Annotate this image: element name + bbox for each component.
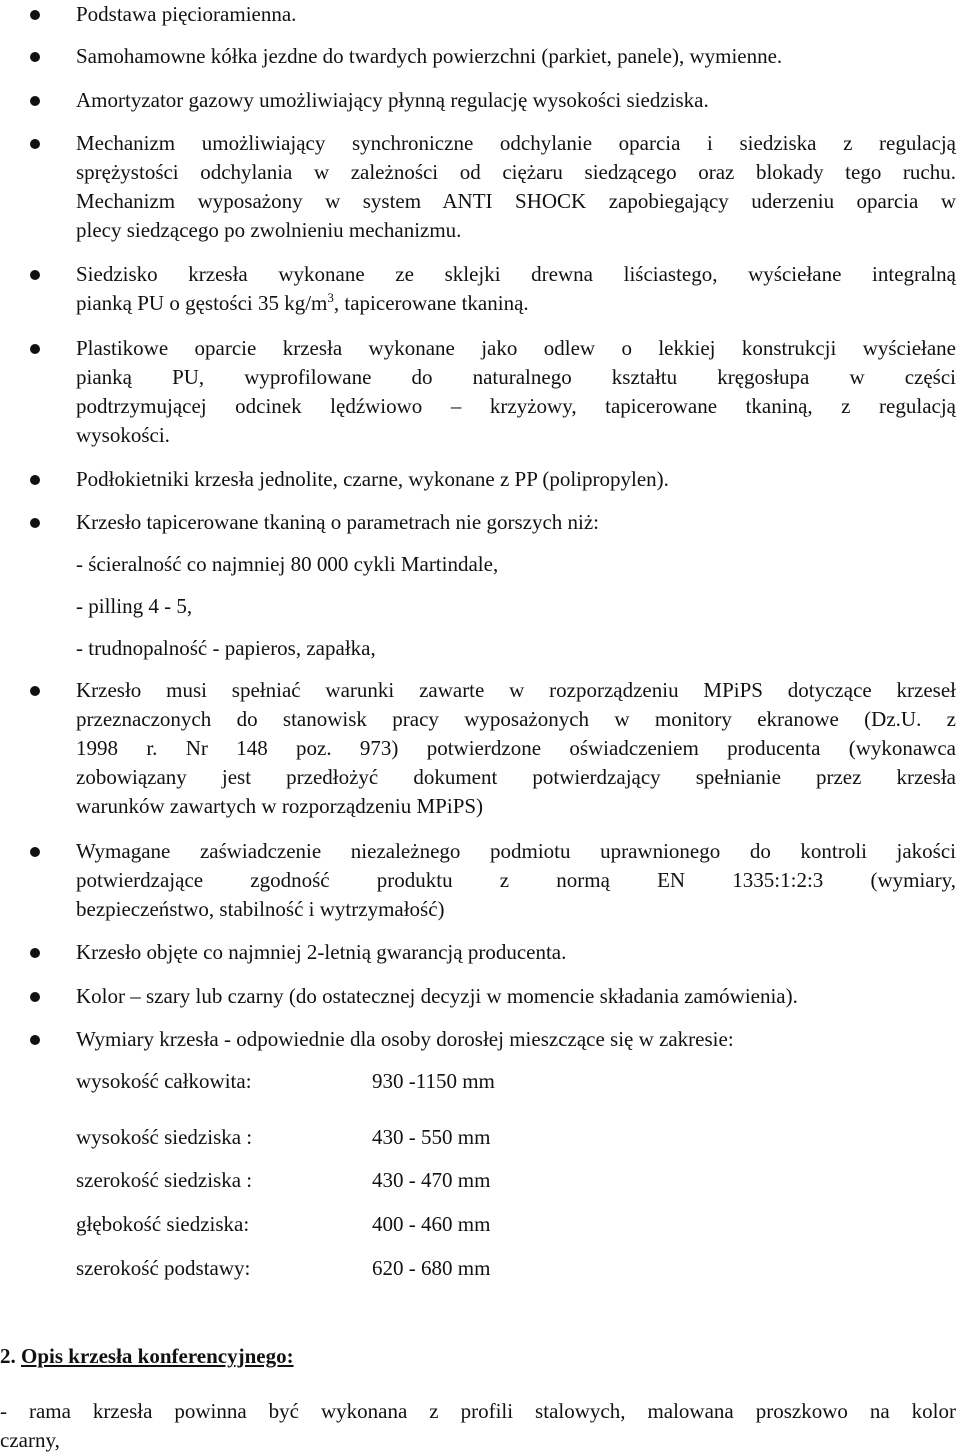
bullet-dot bbox=[30, 1035, 40, 1045]
text-line: pianką PU, wyprofilowane do naturalnego kształtu kręgosłupa w części bbox=[76, 365, 956, 389]
spec-item-gas-lift: Amortyzator gazowy umożliwiający płynną regulację wysokości siedziska. bbox=[76, 88, 709, 112]
dimension-label: szerokość podstawy: bbox=[76, 1256, 251, 1280]
dimension-value: 430 - 550 mm bbox=[372, 1125, 491, 1149]
text-line: Mechanizm wyposażony w system ANTI SHOCK zapobiegający uderzeniu oparcia w bbox=[76, 189, 956, 213]
bullet-dot bbox=[30, 847, 40, 857]
bullet-dot bbox=[30, 344, 40, 354]
text-line: bezpieczeństwo, stabilność i wytrzymałość) bbox=[76, 897, 445, 921]
text-line: warunków zawartych w rozporządzeniu MPiPS) bbox=[76, 794, 484, 818]
bullet-dot bbox=[30, 52, 40, 62]
text-line: Mechanizm umożliwiający synchroniczne odchylanie oparcia i siedziska z regulacją bbox=[76, 131, 956, 155]
bullet-dot bbox=[30, 96, 40, 106]
bullet-dot bbox=[30, 686, 40, 696]
dimension-value: 620 - 680 mm bbox=[372, 1256, 491, 1280]
dimension-label: wysokość całkowita: bbox=[76, 1069, 252, 1093]
text-line: czarny, bbox=[0, 1428, 60, 1452]
bullet-dot bbox=[30, 475, 40, 485]
dimension-label: głębokość siedziska: bbox=[76, 1212, 250, 1236]
fabric-param-pilling: - pilling 4 - 5, bbox=[76, 594, 193, 618]
dimension-value: 930 -1150 mm bbox=[372, 1069, 495, 1093]
section-heading bbox=[0, 1342, 294, 1371]
bullet-dot bbox=[30, 992, 40, 1002]
section-number: 2. bbox=[0, 1344, 16, 1368]
spec-item-casters: Samohamowne kółka jezdne do twardych powierzchni (parkiet, panele), wymienne. bbox=[76, 44, 783, 68]
spec-item-color: Kolor – szary lub czarny (do ostatecznej decyzji w momencie składania zamówienia). bbox=[76, 984, 798, 1008]
spec-item-mechanism bbox=[76, 129, 956, 245]
bullet-dot bbox=[30, 139, 40, 149]
spec-item-armrests: Podłokietniki krzesła jednolite, czarne, wykonane z PP (polipropylen). bbox=[76, 467, 669, 491]
spec-item-base: Podstawa pięcioramienna. bbox=[76, 2, 297, 26]
spec-item-regulation bbox=[76, 676, 956, 821]
spec-item-certificate bbox=[76, 837, 956, 924]
text-line: 1998 r. Nr 148 poz. 973) potwierdzone oświadczeniem producenta (wykonawca bbox=[76, 736, 956, 760]
bullet-dot bbox=[30, 948, 40, 958]
text-fragment: , tapicerowane tkaniną. bbox=[333, 291, 529, 315]
section-title: Opis krzesła konferencyjnego: bbox=[21, 1344, 294, 1368]
text-line: podtrzymującej odcinek lędźwiowo – krzyżowy, tapicerowane tkaniną, z regulacją bbox=[76, 394, 956, 418]
text-line: zobowiązany jest przedłożyć dokument potwierdzający spełnianie przez krzesła bbox=[76, 765, 956, 789]
dimension-label: szerokość siedziska : bbox=[76, 1168, 253, 1192]
text-line bbox=[76, 289, 956, 318]
spec-item-fabric: Krzesło tapicerowane tkaniną o parametrach nie gorszych niż: bbox=[76, 510, 600, 534]
dimension-label: wysokość siedziska : bbox=[76, 1125, 253, 1149]
spec-item-dimensions: Wymiary krzesła - odpowiednie dla osoby dorosłej mieszczące się w zakresie: bbox=[76, 1027, 734, 1051]
fabric-param-abrasion: - ścieralność co najmniej 80 000 cykli Martindale, bbox=[76, 552, 499, 576]
text-line: plecy siedzącego po zwolnieniu mechanizmu. bbox=[76, 218, 462, 242]
bullet-dot bbox=[30, 10, 40, 20]
text-line: Siedzisko krzesła wykonane ze sklejki drewna liściastego, wyściełane integralną bbox=[76, 262, 956, 286]
dimension-value: 400 - 460 mm bbox=[372, 1212, 491, 1236]
text-line: - rama krzesła powinna być wykonana z profili stalowych, malowana proszkowo na kolor bbox=[0, 1399, 956, 1423]
text-line: wysokości. bbox=[76, 423, 170, 447]
fabric-param-flammability: - trudnopalność - papieros, zapałka, bbox=[76, 636, 376, 660]
spec-item-warranty: Krzesło objęte co najmniej 2-letnią gwarancją producenta. bbox=[76, 940, 567, 964]
spec-item-seat bbox=[76, 260, 956, 318]
spec-item-backrest bbox=[76, 334, 956, 450]
bullet-dot bbox=[30, 518, 40, 528]
superscript: 3 bbox=[327, 290, 334, 305]
text-line: Krzesło musi spełniać warunki zawarte w rozporządzeniu MPiPS dotyczące krzeseł bbox=[76, 678, 956, 702]
section-paragraph bbox=[0, 1397, 956, 1455]
text-line: przeznaczonych do stanowisk pracy wyposażonych w monitory ekranowe (Dz.U. z bbox=[76, 707, 956, 731]
text-fragment: pianką PU o gęstości 35 kg/m bbox=[76, 291, 328, 315]
bullet-dot bbox=[30, 270, 40, 280]
dimension-value: 430 - 470 mm bbox=[372, 1168, 491, 1192]
text-line: sprężystości odchylania w zależności od ciężaru siedzącego oraz blokady tego ruchu. bbox=[76, 160, 956, 184]
text-line: potwierdzające zgodność produktu z normą EN 1335:1:2:3 (wymiary, bbox=[76, 868, 956, 892]
text-line: Plastikowe oparcie krzesła wykonane jako odlew o lekkiej konstrukcji wyściełane bbox=[76, 336, 956, 360]
text-line: Wymagane zaświadczenie niezależnego podmiotu uprawnionego do kontroli jakości bbox=[76, 839, 956, 863]
